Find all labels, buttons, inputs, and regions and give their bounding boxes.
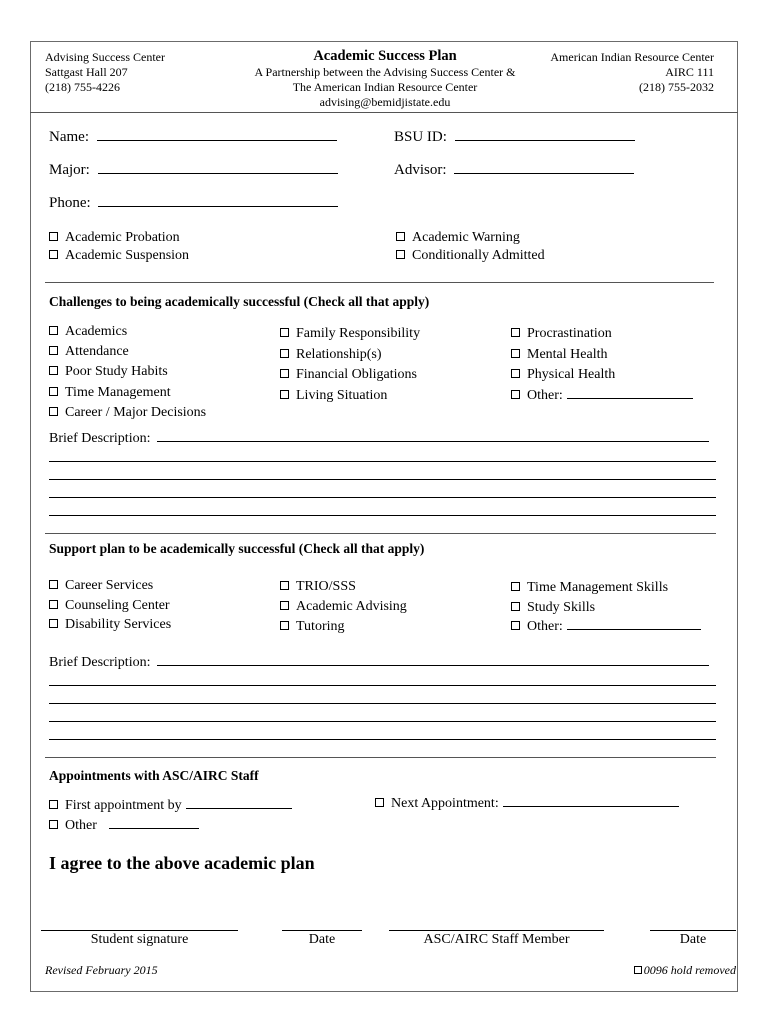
checkbox[interactable] [511, 582, 520, 591]
advisor-field[interactable] [454, 162, 634, 174]
support-other-field[interactable] [567, 618, 701, 630]
staff-signature-line[interactable] [389, 930, 604, 931]
challenge-option[interactable]: Living Situation [280, 386, 420, 407]
airc-room: AIRC 111 [665, 65, 714, 79]
staff-member-label: ASC/AIRC Staff Member [423, 932, 570, 947]
airc-name: American Indian Resource Center [550, 50, 714, 64]
checkbox[interactable] [49, 387, 58, 396]
airc-phone: (218) 755-2032 [639, 80, 714, 94]
checkbox[interactable] [280, 390, 289, 399]
checkbox[interactable] [511, 390, 520, 399]
name-row [49, 129, 337, 146]
writing-line[interactable] [49, 703, 716, 704]
challenges-brief-field[interactable] [157, 430, 709, 442]
section-divider [45, 757, 716, 758]
bsu-id-field[interactable] [455, 129, 635, 141]
major-field[interactable] [98, 162, 338, 174]
checkbox[interactable] [49, 346, 58, 355]
checkbox[interactable] [49, 800, 58, 809]
checkbox[interactable] [511, 621, 520, 630]
asc-name: Advising Success Center [45, 50, 165, 64]
checkbox[interactable] [49, 326, 58, 335]
support-option[interactable]: TRIO/SSS [280, 577, 407, 597]
header-left [45, 50, 165, 95]
checkbox[interactable] [511, 369, 520, 378]
name-label: Name: [49, 129, 89, 145]
advisor-label: Advisor: [394, 162, 447, 178]
checkbox[interactable] [511, 602, 520, 611]
agreement-statement: I agree to the above academic plan [49, 853, 315, 873]
writing-line[interactable] [49, 497, 716, 498]
writing-line[interactable] [49, 685, 716, 686]
major-row [49, 162, 338, 179]
appointments-col-1 [49, 796, 292, 836]
challenges-brief-row [49, 430, 709, 447]
header-divider [30, 112, 738, 113]
challenge-option[interactable]: Financial Obligations [280, 365, 420, 386]
airc-line: The American Indian Resource Center [292, 80, 478, 94]
checkbox[interactable] [280, 621, 289, 630]
student-signature-line[interactable] [41, 930, 238, 931]
challenges-col-2 [280, 324, 420, 406]
challenge-option[interactable]: Poor Study Habits [49, 362, 206, 382]
status-option[interactable]: Academic Warning [396, 229, 545, 247]
checkbox[interactable] [49, 407, 58, 416]
writing-line[interactable] [49, 739, 716, 740]
student-date-line[interactable] [282, 930, 362, 931]
header-right [540, 50, 714, 95]
checkbox[interactable] [375, 798, 384, 807]
checkbox[interactable] [49, 820, 58, 829]
checkbox[interactable] [49, 619, 58, 628]
checkbox[interactable] [280, 369, 289, 378]
challenges-col-3 [511, 324, 693, 406]
checkbox[interactable] [49, 580, 58, 589]
checkbox[interactable] [280, 349, 289, 358]
status-option[interactable]: Academic Suspension [49, 247, 189, 265]
writing-line[interactable] [49, 479, 716, 480]
support-option[interactable]: Disability Services [49, 615, 171, 635]
bsu-id-row [394, 129, 635, 146]
support-option[interactable]: Career Services [49, 576, 171, 596]
date-label: Date [308, 932, 336, 947]
challenge-other-field[interactable] [567, 387, 693, 399]
asc-phone: (218) 755-4226 [45, 80, 120, 94]
other-appointment-field[interactable] [109, 817, 199, 829]
writing-line[interactable] [49, 515, 716, 516]
writing-line[interactable] [49, 461, 716, 462]
name-field[interactable] [97, 129, 337, 141]
hold-removed-option[interactable] [560, 963, 736, 978]
challenges-col-1 [49, 322, 206, 423]
support-option[interactable]: Study Skills [511, 598, 701, 618]
status-col-2 [396, 229, 545, 265]
support-col-3 [511, 578, 701, 637]
brief-description-label: Brief Description: [49, 655, 151, 670]
challenge-option[interactable]: Time Management [49, 383, 206, 403]
challenge-option[interactable]: Physical Health [511, 365, 693, 386]
challenge-option[interactable]: Attendance [49, 342, 206, 362]
first-appointment-option[interactable]: First appointment by [49, 796, 292, 816]
checkbox[interactable] [511, 328, 520, 337]
form-frame [30, 41, 738, 992]
challenge-option-other[interactable]: Other: [511, 386, 693, 407]
hold-removed-label: 0096 hold removed [643, 963, 736, 977]
support-option[interactable]: Tutoring [280, 617, 407, 637]
checkbox[interactable] [280, 601, 289, 610]
support-col-2 [280, 577, 407, 637]
checkbox[interactable] [396, 232, 405, 241]
checkbox[interactable] [396, 250, 405, 259]
checkbox[interactable] [49, 232, 58, 241]
status-option[interactable]: Academic Probation [49, 229, 189, 247]
brief-description-label: Brief Description: [49, 431, 151, 446]
next-appointment-field[interactable] [503, 795, 679, 807]
checkbox[interactable] [280, 328, 289, 337]
support-col-1 [49, 576, 171, 635]
support-brief-row [49, 654, 709, 671]
first-appointment-field[interactable] [186, 797, 292, 809]
checkbox[interactable] [49, 250, 58, 259]
phone-field[interactable] [98, 195, 338, 207]
support-option[interactable]: Time Management Skills [511, 578, 701, 598]
form-title: Academic Success Plan [313, 48, 457, 64]
checkbox[interactable] [634, 966, 642, 974]
phone-row [49, 195, 338, 212]
next-appointment-option[interactable]: Next Appointment: [375, 795, 679, 812]
support-option-other[interactable]: Other: [511, 617, 701, 637]
advisor-row [394, 162, 634, 179]
other-appointment-option[interactable]: Other [49, 816, 292, 836]
support-option[interactable]: Counseling Center [49, 596, 171, 616]
section-divider [45, 282, 714, 283]
challenges-heading: Challenges to being academically successful (Check all that apply) [49, 294, 430, 309]
writing-line[interactable] [49, 721, 716, 722]
status-option[interactable]: Conditionally Admitted [396, 247, 545, 265]
checkbox[interactable] [49, 366, 58, 375]
bsu-id-label: BSU ID: [394, 129, 447, 145]
asc-location: Sattgast Hall 207 [45, 65, 128, 79]
support-heading: Support plan to be academically successful (Check all that apply) [49, 541, 425, 556]
support-option[interactable]: Academic Advising [280, 597, 407, 617]
header-center [243, 48, 527, 110]
checkbox[interactable] [49, 600, 58, 609]
revised-date: Revised February 2015 [45, 963, 158, 977]
support-brief-field[interactable] [157, 654, 709, 666]
major-label: Major: [49, 162, 90, 178]
challenge-option[interactable]: Family Responsibility [280, 324, 420, 345]
challenge-option[interactable]: Mental Health [511, 345, 693, 366]
challenge-option[interactable]: Procrastination [511, 324, 693, 345]
status-col-1 [49, 229, 189, 265]
appointments-heading: Appointments with ASC/AIRC Staff [49, 768, 259, 783]
student-signature-label: Student signature [90, 932, 189, 947]
email-address: advising@bemidjistate.edu [319, 95, 451, 109]
staff-date-line[interactable] [650, 930, 736, 931]
challenge-option[interactable]: Relationship(s) [280, 345, 420, 366]
challenge-option[interactable]: Academics [49, 322, 206, 342]
date-label: Date [679, 932, 707, 947]
checkbox[interactable] [511, 349, 520, 358]
challenge-option[interactable]: Career / Major Decisions [49, 403, 206, 423]
phone-label: Phone: [49, 195, 91, 211]
checkbox[interactable] [280, 581, 289, 590]
section-divider [45, 533, 716, 534]
partnership-line: A Partnership between the Advising Success Center & [254, 65, 516, 79]
